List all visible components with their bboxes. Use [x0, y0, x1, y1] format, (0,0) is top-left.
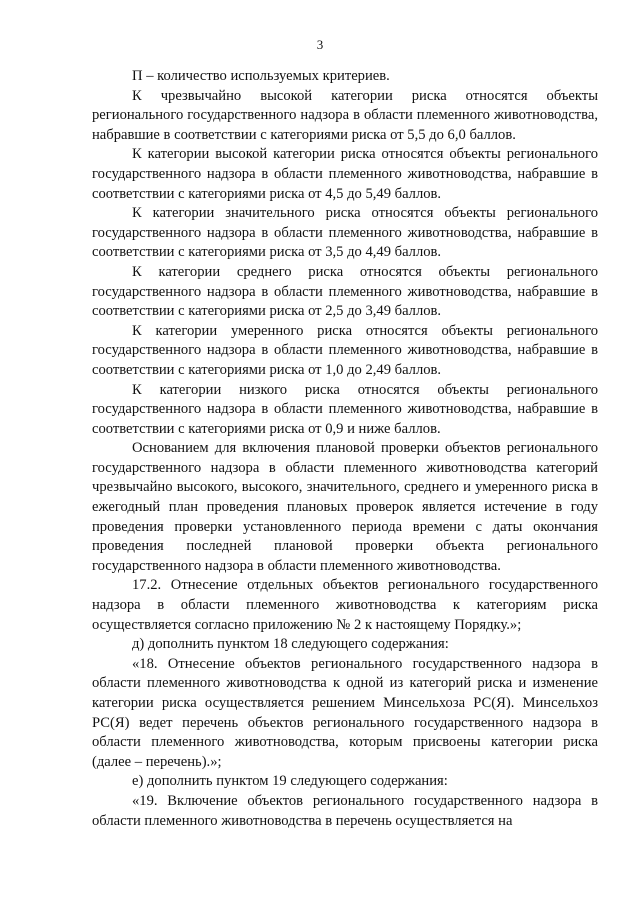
paragraph-moderate-risk: К категории умеренного риска относятся объекты регионального государственного надзора в области племенного животноводства, набравшие в соответствии с категориями риска от 1,0 до 2,49 баллов.: [92, 322, 598, 378]
paragraph-high-risk: К категории высокой категории риска относятся объекты регионального государственного надзора в области племенного животноводства, набравшие в соответствии с категориями риска от 4,5 до 5,49 баллов.: [92, 146, 598, 202]
paragraph-18: «18. Отнесение объектов регионального государственного надзора в области племенного животноводства к одной из категорий риска и изменение категории риска осуществляется решением Минсельхоза РС(Я). Минсельхоз РС(Я) ведет перечень объектов регионального государственного надзора в области племенного животноводства, которым присвоены категории риска (далее – перечень).»;: [92, 655, 598, 770]
paragraph-17-2: 17.2. Отнесение отдельных объектов регионального государственного надзора в области племенного животноводства к категориям риска осуществляется согласно приложению № 2 к настоящему Порядку.»;: [92, 577, 598, 633]
page-number: 3: [316, 37, 324, 52]
paragraph-significant-risk: К категории значительного риска относятся объекты регионального государственного надзора в области племенного животноводства, набравшие в соответствии с категориями риска от 3,5 до 4,49 баллов.: [92, 205, 598, 261]
paragraph-amend-d: д) дополнить пунктом 18 следующего содержания:: [132, 636, 449, 653]
paragraph-inspection-basis: Основанием для включения плановой проверки объектов регионального государственного надзора в области племенного животноводства категорий чрезвычайно высокого, высокого, значительного, среднего и умеренного риска в ежегодный план проведения плановых проверок является истечение в году проведения проверки установленного периода времени с даты окончания проведения последней плановой проверки объекта регионального государственного надзора в области племенного животноводства.: [92, 440, 598, 574]
paragraph-medium-risk: К категории среднего риска относятся объекты регионального государственного надзора в области племенного животноводства, набравшие в соответствии с категориями риска от 2,5 до 3,49 баллов.: [92, 263, 598, 320]
paragraph-extremely-high-risk: К чрезвычайно высокой категории риска относятся объекты регионального государственного надзора в области племенного животноводства, набравшие в соответствии с категориями риска от 5,5 до 6,0 баллов.: [92, 87, 598, 143]
paragraph-low-risk: К категории низкого риска относятся объекты регионального государственного надзора в области племенного животноводства, набравшие в соответствии с категориями риска от 0,9 и ниже баллов.: [92, 381, 598, 437]
paragraph-19: «19. Включение объектов регионального государственного надзора в области племенного животноводства в перечень осуществляется на: [92, 792, 598, 829]
document-body: [92, 67, 598, 831]
paragraph-amend-e: е) дополнить пунктом 19 следующего содержания:: [132, 773, 448, 790]
paragraph-criteria-count: П – количество используемых критериев.: [132, 68, 390, 84]
